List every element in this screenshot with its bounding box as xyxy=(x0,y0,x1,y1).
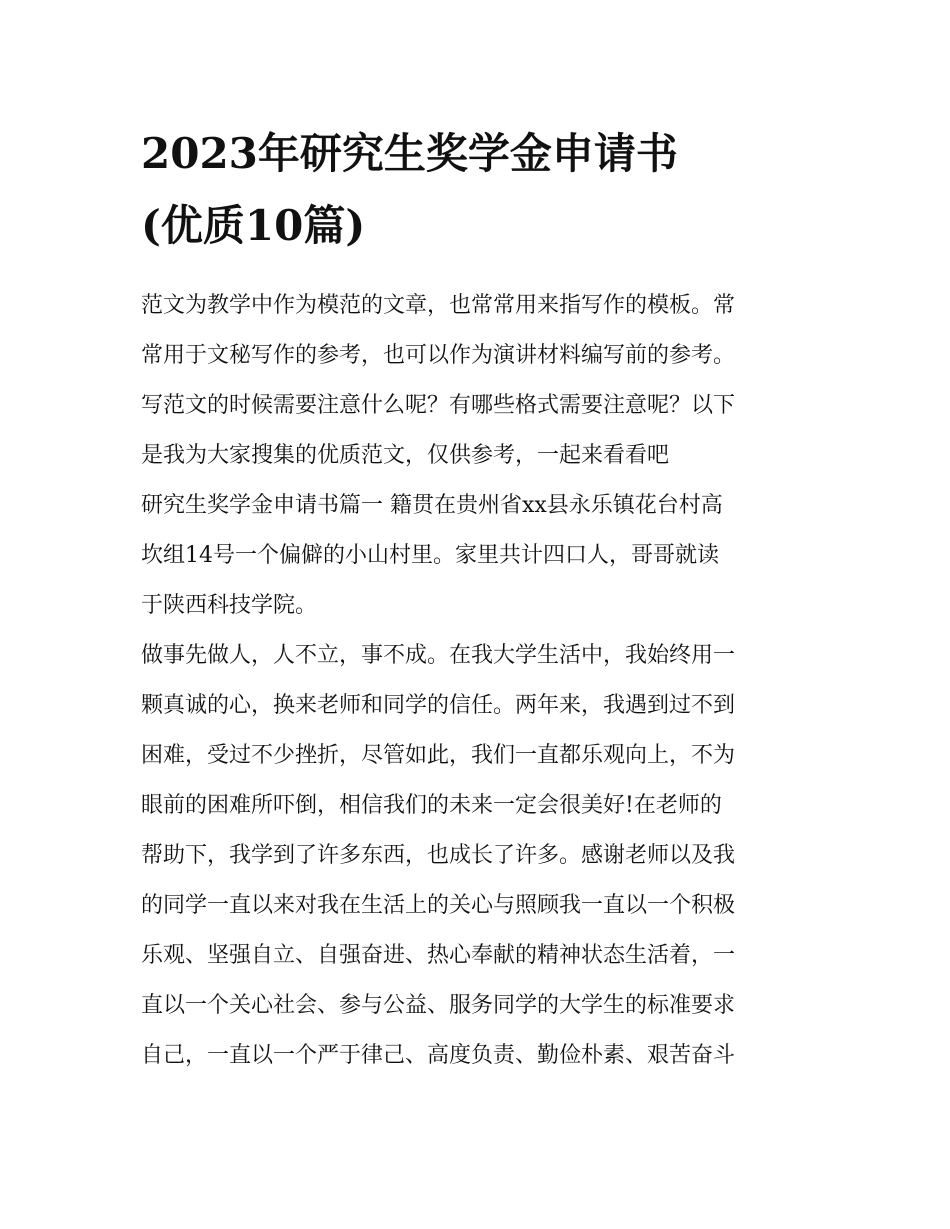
title-line-1: 2023年研究生奖学金申请书 xyxy=(141,129,678,178)
paragraph-intro xyxy=(141,281,813,481)
text-line: 的同学一直以来对我在生活上的关心与照顾我一直以一个积极 xyxy=(141,893,736,918)
text-line: 研究生奖学金申请书篇一 籍贯在贵州省xx县永乐镇花台村高 xyxy=(141,493,723,518)
text-line: 颗真诚的心，换来老师和同学的信任。两年来，我遇到过不到 xyxy=(141,693,736,718)
text-line: 帮助下，我学到了许多东西，也成长了许多。感谢老师以及我 xyxy=(141,843,736,868)
paragraph-body xyxy=(141,631,813,1081)
text-line: 做事先做人，人不立，事不成。在我大学生活中，我始终用一 xyxy=(141,643,736,668)
paragraph-article-one xyxy=(141,481,813,631)
document-title xyxy=(141,118,813,262)
text-line: 常用于文秘写作的参考，也可以作为演讲材料编写前的参考。 xyxy=(141,343,736,368)
text-line: 乐观、坚强自立、自强奋进、热心奉献的精神状态生活着，一 xyxy=(141,943,736,968)
title-line-2: (优质10篇) xyxy=(141,201,366,250)
text-line: 眼前的困难所吓倒，相信我们的未来一定会很美好!在老师的 xyxy=(141,793,722,818)
document-content xyxy=(141,118,813,1081)
text-line: 直以一个关心社会、参与公益、服务同学的大学生的标准要求 xyxy=(141,993,736,1018)
text-line: 自己，一直以一个严于律己、高度负责、勤俭朴素、艰苦奋斗 xyxy=(141,1043,736,1068)
text-line: 困难，受过不少挫折，尽管如此，我们一直都乐观向上，不为 xyxy=(141,743,736,768)
text-line: 坎组14号一个偏僻的小山村里。家里共计四口人，哥哥就读 xyxy=(141,543,719,568)
text-line: 范文为教学中作为模范的文章，也常常用来指写作的模板。常 xyxy=(141,293,736,318)
document-body xyxy=(141,281,813,1081)
text-line: 是我为大家搜集的优质范文，仅供参考，一起来看看吧 xyxy=(141,443,670,468)
text-line: 写范文的时候需要注意什么呢？有哪些格式需要注意呢？以下 xyxy=(141,393,736,418)
text-line: 于陕西科技学院。 xyxy=(141,593,318,618)
